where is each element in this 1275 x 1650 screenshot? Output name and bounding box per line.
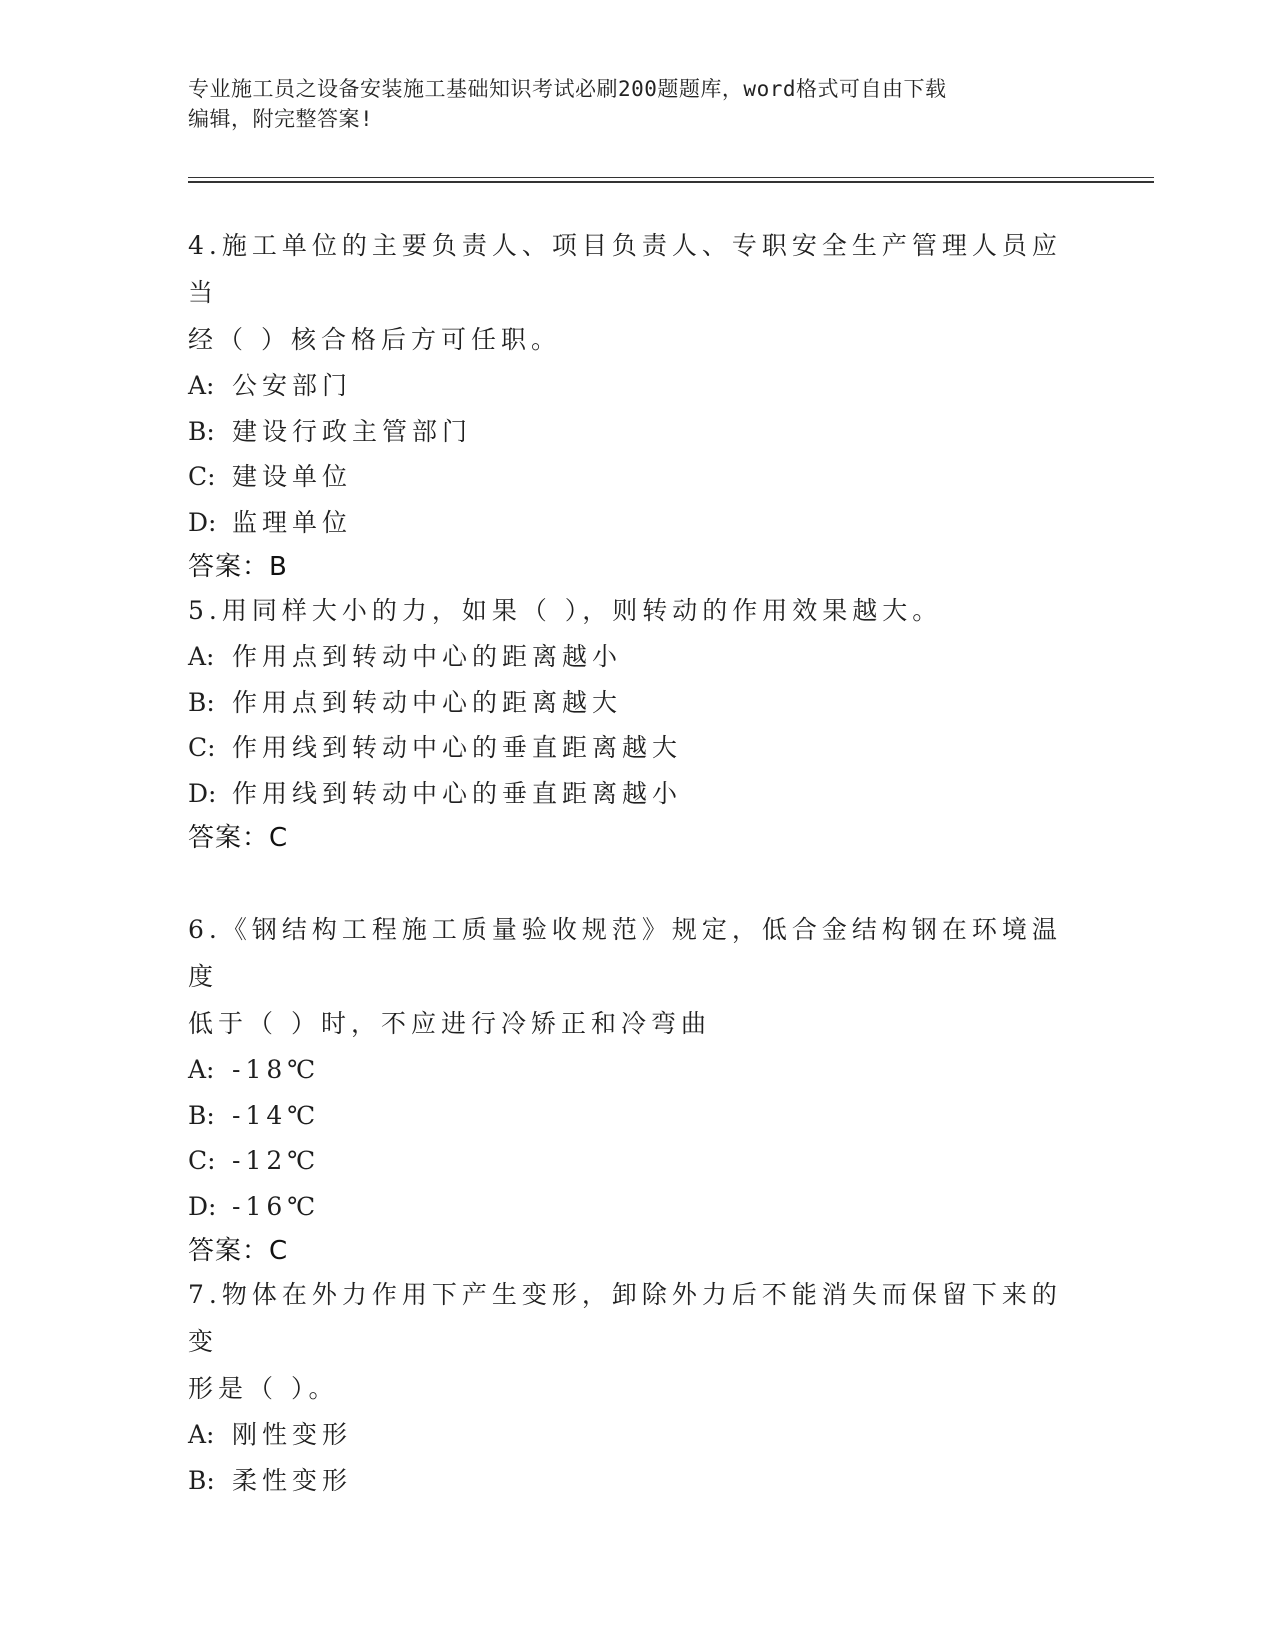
- option-text: 建设单位: [232, 462, 353, 491]
- option-a: [188, 1412, 1068, 1458]
- option-text: 柔性变形: [232, 1465, 353, 1495]
- option-letter: D:: [188, 778, 217, 808]
- option-d: [188, 500, 1068, 546]
- option-letter: D:: [188, 507, 217, 537]
- question-stem-line: 低于（ ）时，不应进行冷矫正和冷弯曲: [188, 1009, 711, 1038]
- option-letter: C:: [188, 462, 216, 491]
- question-stem-line: 7.物体在外力作用下产生变形，卸除外力后不能消失而保留下来的变: [188, 1280, 1062, 1356]
- option-a: [188, 634, 1068, 680]
- option-letter: A:: [188, 371, 215, 400]
- option-text: -14℃: [232, 1100, 321, 1130]
- header-divider-thick: [188, 181, 1154, 183]
- question-5: [188, 587, 1068, 861]
- option-letter: B:: [188, 416, 215, 446]
- option-letter: B:: [188, 687, 215, 717]
- answer-line: 答案：B: [188, 552, 288, 582]
- question-6: [188, 906, 1068, 1274]
- option-text: 监理单位: [232, 507, 353, 537]
- question-stem-line: 形是（ ）。: [188, 1374, 339, 1403]
- option-letter: B:: [188, 1465, 215, 1495]
- option-b: [188, 680, 1068, 726]
- option-text: 作用线到转动中心的垂直距离越大: [232, 733, 683, 762]
- option-text: 作用线到转动中心的垂直距离越小: [232, 778, 683, 808]
- header-title-line-2: 编辑，附完整答案!: [188, 107, 374, 131]
- answer-line: 答案：C: [188, 1236, 289, 1266]
- option-b: [188, 409, 1068, 455]
- option-text: -12℃: [232, 1146, 321, 1175]
- option-letter: D:: [188, 1191, 217, 1221]
- option-letter: B:: [188, 1100, 215, 1130]
- option-a: [188, 363, 1068, 409]
- answer-line: 答案：C: [188, 823, 289, 853]
- option-b: [188, 1093, 1068, 1139]
- question-4: [188, 222, 1068, 590]
- option-c: [188, 725, 1068, 771]
- question-stem-line: 6.《钢结构工程施工质量验收规范》规定，低合金结构钢在环境温度: [188, 915, 1062, 991]
- document-header: [188, 74, 1068, 134]
- option-text: 作用点到转动中心的距离越小: [232, 642, 623, 671]
- option-text: 建设行政主管部门: [232, 416, 473, 446]
- question-stem-line: 5.用同样大小的力，如果（ ），则转动的作用效果越大。: [188, 596, 943, 625]
- option-letter: C:: [188, 733, 216, 762]
- option-text: 刚性变形: [232, 1420, 353, 1449]
- option-d: [188, 771, 1068, 817]
- option-text: -16℃: [232, 1191, 321, 1221]
- option-text: -18℃: [232, 1055, 321, 1084]
- header-divider-thin: [188, 177, 1154, 178]
- question-stem-line: 4.施工单位的主要负责人、项目负责人、专职安全生产管理人员应当: [188, 231, 1062, 307]
- option-letter: A:: [188, 642, 215, 671]
- option-b: [188, 1458, 1068, 1504]
- option-text: 作用点到转动中心的距离越大: [232, 687, 623, 717]
- option-letter: C:: [188, 1146, 216, 1175]
- option-c: [188, 454, 1068, 500]
- option-letter: A:: [188, 1420, 215, 1449]
- option-a: [188, 1047, 1068, 1093]
- option-c: [188, 1138, 1068, 1184]
- option-text: 公安部门: [232, 371, 353, 400]
- header-title-line-1: 专业施工员之设备安装施工基础知识考试必刷200题题库，word格式可自由下载: [188, 77, 947, 101]
- option-d: [188, 1184, 1068, 1230]
- option-letter: A:: [188, 1055, 215, 1084]
- question-stem-line: 经（ ）核合格后方可任职。: [188, 325, 561, 354]
- question-7: [188, 1271, 1068, 1503]
